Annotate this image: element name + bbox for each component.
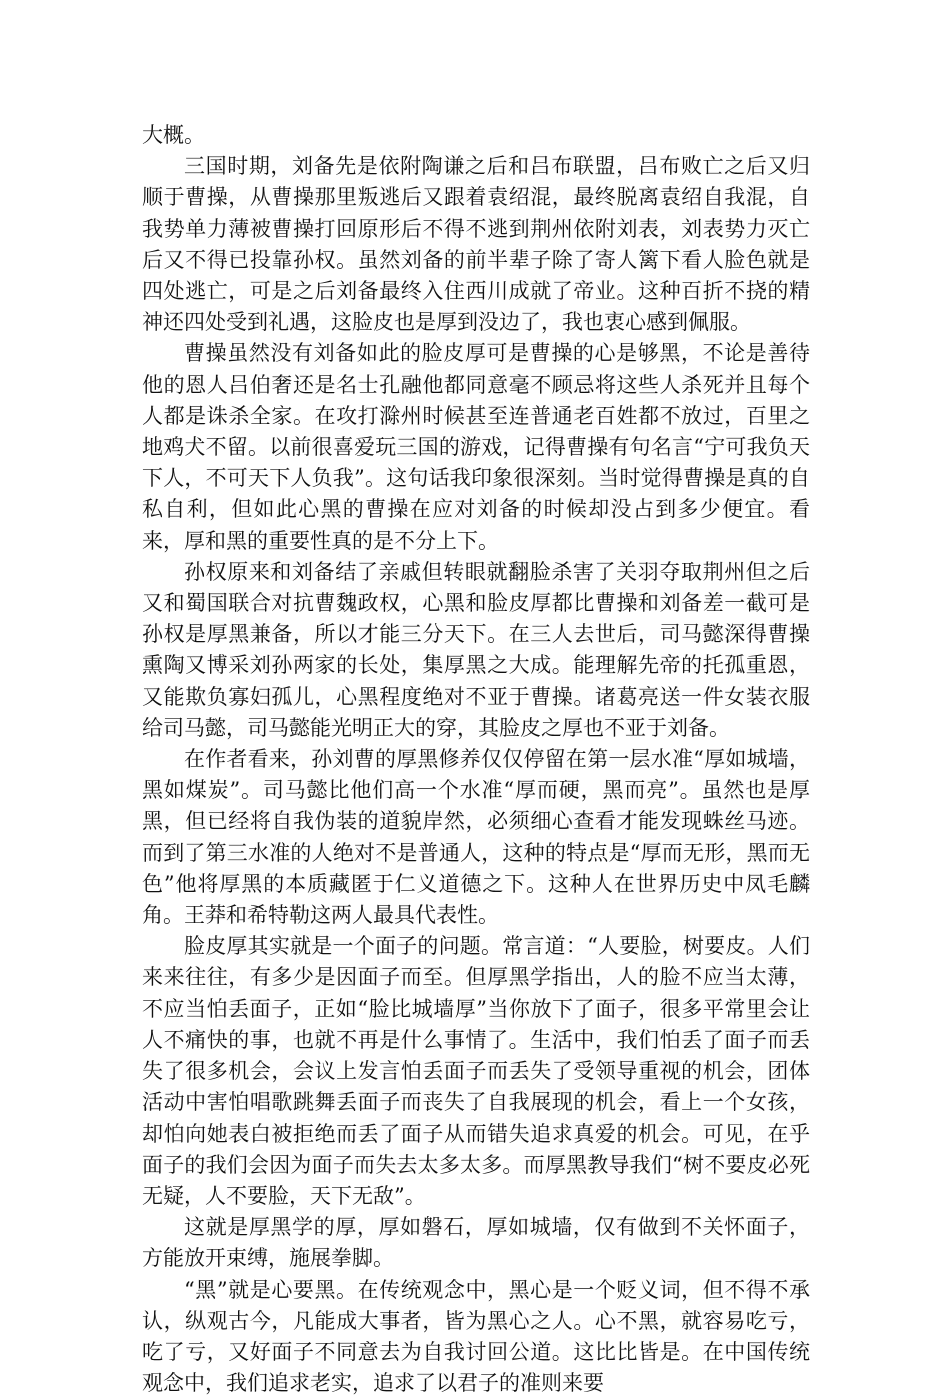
paragraph-1: 大概。: [142, 123, 205, 147]
document-page: [142, 120, 810, 1399]
paragraph-3: 曹操虽然没有刘备如此的脸皮厚可是曹操的心是够黑，不论是善待他的恩人吕伯奢还是名士孔融他都同意毫不顾忌将这些人杀死并且每个人都是诛杀全家。在攻打滁州时候甚至连普通老百姓都不放过，百里之地鸡犬不留。以前很喜爱玩三国的游戏，记得曹操有句名言“宁可我负天下人，不可天下人负我”。这句话我印象很深刻。当时觉得曹操是真的自私自利，但如此心黑的曹操在应对刘备的时候却没占到多少便宜。看来，厚和黑的重要性真的是不分上下。: [142, 341, 810, 553]
paragraph-7: 这就是厚黑学的厚，厚如磐石，厚如城墙，仅有做到不关怀面子，方能放开束缚，施展拳脚。: [142, 1215, 810, 1271]
paragraph-4: 孙权原来和刘备结了亲戚但转眼就翻脸杀害了关羽夺取荆州但之后又和蜀国联合对抗曹魏政权，心黑和脸皮厚都比曹操和刘备差一截可是孙权是厚黑兼备，所以才能三分天下。在三人去世后，司马懿深得曹操熏陶又博采刘孙两家的长处，集厚黑之大成。能理解先帝的托孤重恩，又能欺负寡妇孤儿，心黑程度绝对不亚于曹操。诸葛亮送一件女装衣服给司马懿，司马懿能光明正大的穿，其脸皮之厚也不亚于刘备。: [142, 559, 810, 740]
paragraph-6: 脸皮厚其实就是一个面子的问题。常言道：“人要脸，树要皮。人们来来往往，有多少是因面子而至。但厚黑学指出，人的脸不应当太薄，不应当怕丢面子，正如“脸比城墙厚”当你放下了面子，很多平常里会让人不痛快的事，也就不再是什么事情了。生活中，我们怕丢了面子而丢失了很多机会，会议上发言怕丢面子而丢失了受领导重视的机会，团体活动中害怕唱歌跳舞丢面子而丧失了自我展现的机会，看上一个女孩，却怕向她表白被拒绝而丢了面子从而错失追求真爱的机会。可见，在乎面子的我们会因为面子而失去太多太多。而厚黑教导我们“树不要皮必死无疑，人不要脸，天下无敌”。: [142, 934, 810, 1208]
paragraph-8: “黑”就是心要黑。在传统观念中，黑心是一个贬义词，但不得不承认，纵观古今，凡能成大事者，皆为黑心之人。心不黑，就容易吃亏，吃了亏，又好面子不同意去为自我讨回公道。这比比皆是。在中国传统观念中，我们追求老实，追求了以君子的准则来要: [142, 1277, 810, 1396]
paragraph-2: 三国时期，刘备先是依附陶谦之后和吕布联盟，吕布败亡之后又归顺于曹操，从曹操那里叛逃后又跟着袁绍混，最终脱离袁绍自我混，自我势单力薄被曹操打回原形后不得不逃到荆州依附刘表，刘表势力灭亡后又不得已投靠孙权。虽然刘备的前半辈子除了寄人篱下看人脸色就是四处逃亡，可是之后刘备最终入住西川成就了帝业。这种百折不挠的精神还四处受到礼遇，这脸皮也是厚到没边了，我也衷心感到佩服。: [142, 154, 810, 335]
paragraph-5: 在作者看来，孙刘曹的厚黑修养仅仅停留在第一层水准“厚如城墙，黑如煤炭”。司马懿比他们高一个水准“厚而硬，黑而亮”。虽然也是厚黑，但已经将自我伪装的道貌岸然，必须细心查看才能发现蛛丝马迹。而到了第三水准的人绝对不是普通人，这种的特点是“厚而无形，黑而无色”他将厚黑的本质藏匿于仁义道德之下。这种人在世界历史中凤毛麟角。王莽和希特勒这两人最具代表性。: [142, 747, 810, 928]
